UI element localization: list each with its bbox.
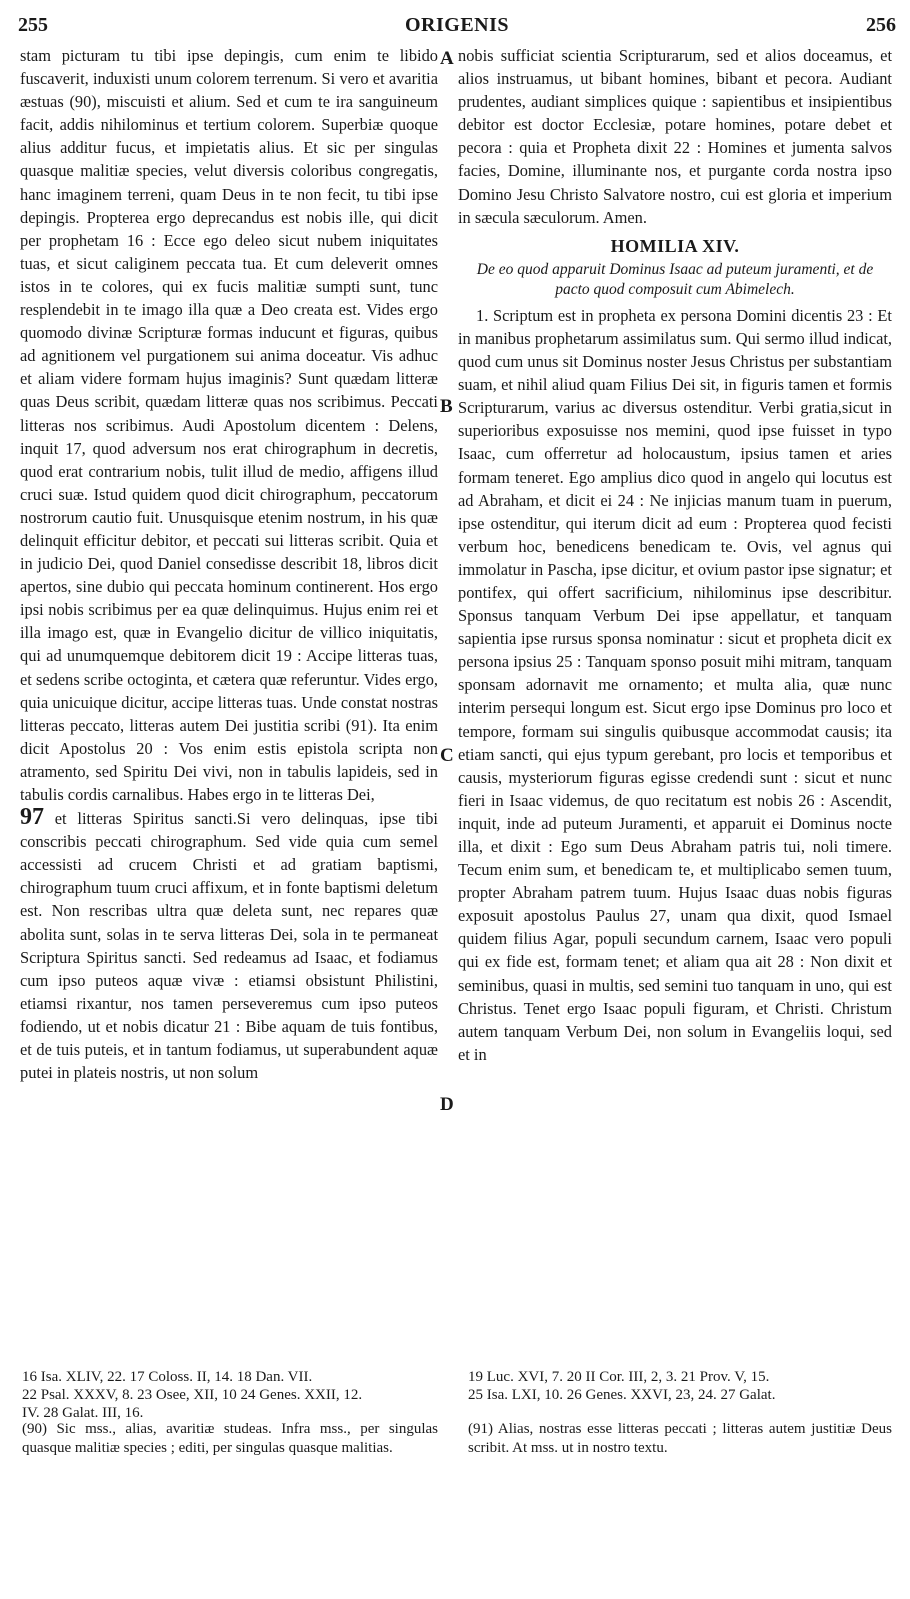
footnote-line: IV. 28 Galat. III, 16. xyxy=(22,1405,144,1421)
right-text-column xyxy=(458,44,892,1364)
margin-mark-a: A xyxy=(440,48,454,69)
footnotes-left xyxy=(22,1368,442,1422)
footnote-line: 22 Psal. XXXV, 8. 23 Osee, XII, 10 24 Genes. XXII, 12. xyxy=(22,1387,363,1403)
homily-title: HOMILIA XIV. xyxy=(610,235,740,256)
running-title: ORIGENIS xyxy=(404,14,510,36)
editorial-note-91: (91) Alias, nostras esse litteras peccati ; litteras autem justitiæ Deus scribit. At mss. ut in nostro textu. xyxy=(468,1421,892,1456)
margin-mark-c: C xyxy=(440,745,454,766)
page-number-left: 255 xyxy=(18,14,48,36)
footnote-line: 19 Luc. XVI, 7. 20 II Cor. III, 2, 3. 21 Prov. V, 15. xyxy=(468,1369,770,1385)
footnotes-right xyxy=(468,1368,888,1404)
homily-subtitle: De eo quod apparuit Dominus Isaac ad puteum juramenti, et de pacto quod composuit cum Abimelech. xyxy=(476,260,874,298)
margin-mark-d: D xyxy=(440,1094,454,1115)
left-text-column xyxy=(20,44,438,1364)
page-number-right: 256 xyxy=(866,14,896,36)
footnote-line: 16 Isa. XLIV, 22. 17 Coloss. II, 14. 18 Dan. VII. xyxy=(22,1369,313,1385)
left-paragraph-2-text: et litteras Spiritus sancti.Si vero delinquas, ipse tibi conscribis peccati chirographum. Sed vide quia cum semel accessisti ad crucem Christi et ad gratiam baptismi, chirographum tuum cruci affixum, et in fonte baptismi deletum est. Non rescribas ultra quæ deleta sunt, nec repares quæ abolita sunt, solas in te serva litteras Dei, sola in te permaneat Scriptura Spiritus sancti. Sed redeamus ad Isaac, et fodiamus cum ipso puteos aquæ vivæ : etiamsi obsistunt Philistini, etiamsi rixantur, nos tamen perseveremus cum ipso puteos fodiendo, ut et nobis dicatur 21 : Bibe aquam de tuis fontibus, et de tuis puteis, et in tantum fodiamus, ut superabundent aquæ putei in plateis nostris, ut non solum xyxy=(20,809,438,1083)
editorial-note-90: (90) Sic mss., alias, avaritiæ studeas. Infra mss., per singulas quasque malitiæ species ; editi, per singulas quasque malitias. xyxy=(22,1421,438,1456)
column-number: 97 xyxy=(20,804,44,831)
running-header xyxy=(18,14,896,40)
left-paragraph-2 xyxy=(20,806,438,1084)
footnote-line: 25 Isa. LXI, 10. 26 Genes. XXVI, 23, 24. 27 Galat. xyxy=(468,1387,776,1403)
margin-mark-b: B xyxy=(440,396,453,417)
left-paragraph-1: stam picturam tu tibi ipse depingis, cum enim te libido fuscaverit, induxisti unum colorem terrenum. Si vero et avaritia æstuas (90), miscuisti et alium. Sed et cum te ira sanguineum facit, addis nihilominus et tertium colorem. Superbiæ quoque alius additur fucus, et impietatis alius. Et sic per singulas quasque malitiæ species, velut diversis coloribus congregatis, hanc imaginem terreni, quam Deus in te non fecit, tu tibi ipse depingis. Propterea ergo deprecandus est nobis ille, qui dicit per prophetam 16 : Ecce ego deleo sicut nubem iniquitates tuas, et sicut caliginem peccata tua. Et cum deleverit omnes istos in te colores, qui ex fucis malitiæ sumpti sunt, tunc resplendebit in te imago illa quæ a Deo creata est. Vides ergo quomodo divinæ Scripturæ formas inducunt et figuras, quibus ad agnitionem vel purgationem sui anima doceatur. Vis adhuc et aliam videre formam hujus imaginis? Sunt quædam litteræ quas Deus scribit, quædam litteræ quas nos scribimus. Peccati litteras nos scribimus. Audi Apostolum dicentem : Delens, inquit 17, quod adversum nos erat chirographum in decretis, quod erat contrarium nobis, tulit illud de medio, affigens illud cruci suæ. Istud quidem quod dicit chirographum, peccatorum nostrorum cautio fuit. Unusquisque etenim nostrum, in his quæ delinquit efficitur debitor, et peccati sui litteras scribit. Quia et in judicio Dei, quod Daniel consedisse describit 18, libros dicit apertos, sine dubio qui peccata hominum continerent. Hos ergo ipsi nobis scribimus per ea quæ delinquimus. Hujus enim rei et illa imago est, quæ in Evangelio dicitur de villico iniquitatis, qui ad unumquemque debitorem dicit 19 : Accipe litteras tuas, et sedens scribe octoginta, et cætera quæ referuntur. Vides ergo, quia unicuique dicitur, accipe litteras tuas. Unde constat nostras litteras peccato, litteras autem Dei justitia scribi (91). Ita enim dicit Apostolus 20 : Vos enim estis epistola scripta non atramento, sed Spiritu Dei vivi, non in tabulis lapideis, sed in tabulis cordis carnalibus. Habes ergo in te litteras Dei, xyxy=(20,46,438,804)
right-paragraph-2: 1. Scriptum est in propheta ex persona Domini dicentis 23 : Et in manibus prophetarum assimilatus sum. Qui sermo illud indicat, quod cum unus sit Dominus noster Jesus Christus per substantiam suam, et nihil aliud quam Filius Dei sit, in figuris tamen et formis Scripturarum, varius ac diversus ostenditur. Verbi gratia,sicut in superioribus exposuisse nos memini, quod ipse fuisset in typo Isaac, cum offerretur ad holocaustum, ipsius tamen et aries formam teneret. Ego amplius dico quod in angelo qui locutus est ad Abraham, et dicit ei 24 : Ne injicias manum tuam in puerum, ipse ostenditur, qui iterum dicit ad eum : Propterea quod fecisti verbum hoc, benedicens benedicam te. Ovis, vel agnus qui immolatur in Pascha, ipse dicitur, et ovium pastor ipse signatur; et pontifex, qui offert sacrificium, nihilominus ipse describitur. Sponsus tanquam Verbum Dei ipse appellatur, et tanquam sapientia ipse rursus sponsa nominatur : sicut et propheta dicit ex persona ipsius 25 : Tanquam sponso posuit mihi mitram, tanquam sponsam adornavit me ornamento; et multa alia, quæ nunc interim persequi longum est. Sicut ergo ipse Dominus pro loco et tempore, formam sui singulis quibusque accommodat causis; ita etiam sancti, qui ejus typum gerebant, pro locis et temporibus et causis, mysteriorum figuras egisse credendi sunt : sicut et nunc fieri in Isaac videmus, de quo recitatum est nobis 26 : Ascendit, inquit, inde ad puteum Juramenti, et apparuit ei Dominus nocte illa, et dixit : Ego sum Deus Abraham patris tui, noli timere. Tecum enim sum, et benedicam te, et multiplicabo semen tuum, propter Abraham patrem tuum. Hujus Isaac duas nobis figuras exposuit apostolus Paulus 27, unam qua dixit, quod Ismael quidem filius Agar, populi secundum carnem, Isaac vero populi qui ex fide est, formam tenet; et aliam qua ait 28 : Non dixit et seminibus, quasi in multis, sed semini tuo tanquam in uno, qui est Christus. Tenet ergo Isaac populi figuram, et Christi. Christum autem tanquam Verbum Dei, non solum in Evangeliis loqui, sed et in xyxy=(458,305,892,1064)
right-paragraph-1: nobis sufficiat scientia Scripturarum, sed et alios doceamus, et alios instruamus, ut bibant homines, bibant et pecora. Audiant prudentes, audiant simplices quique : sapientibus et insipientibus debitor est doctor Ecclesiæ, potare homines, potare debet et pecora : quia et Propheta dixit 22 : Homines et jumenta salvos facies, Domine, illuminante nos, et purgante corda nostra ipso Domino Jesu Christo Salvatore nostro, cui est gloria et imperium in sæcula sæculorum. Amen. xyxy=(458,46,892,227)
